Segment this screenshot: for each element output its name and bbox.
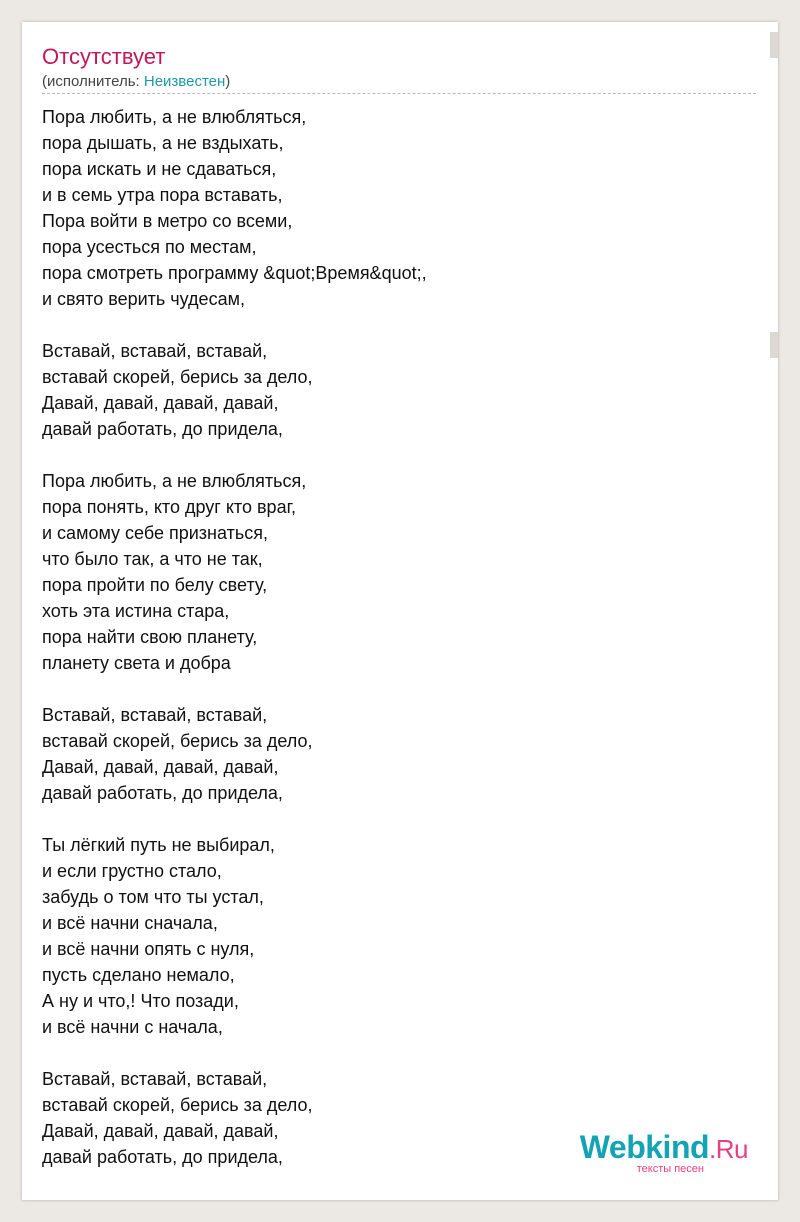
logo-wordmark	[580, 1130, 748, 1166]
lyric-line: давай работать, до придела,	[42, 1147, 283, 1167]
stanza-gap	[42, 312, 742, 338]
lyric-line: забудь о том что ты устал,	[42, 887, 264, 907]
lyric-line: Пора любить, а не влюбляться,	[42, 471, 307, 491]
lyric-line: пора дышать, а не вздыхать,	[42, 133, 284, 153]
lyric-line: пора понять, кто друг кто враг,	[42, 497, 296, 517]
lyric-line: Вставай, вставай, вставай,	[42, 341, 268, 361]
song-title: Отсутствует	[42, 44, 166, 69]
logo-tagline: тексты песен	[636, 1163, 704, 1175]
scroll-thumb[interactable]	[770, 32, 778, 58]
artist-suffix: )	[225, 73, 231, 90]
stanza-gap	[42, 1040, 742, 1066]
lyric-line: и если грустно стало,	[42, 861, 222, 881]
webkind-logo[interactable]	[548, 1130, 748, 1174]
lyric-line: Давай, давай, давай, давай,	[42, 757, 279, 777]
lyric-line: давай работать, до придела,	[42, 419, 283, 439]
lyric-line: вставай скорей, берись за дело,	[42, 367, 313, 387]
scroll-thumb[interactable]	[770, 332, 778, 358]
artist-prefix: (исполнитель:	[42, 73, 144, 90]
lyric-line: и самому себе признаться,	[42, 523, 268, 543]
logo-main-text: Webkind	[579, 1129, 710, 1165]
lyric-line: Давай, давай, давай, давай,	[42, 1121, 279, 1141]
lyrics-card	[22, 22, 778, 1200]
lyric-line: Пора войти в метро со всеми,	[42, 211, 293, 231]
lyrics-text	[42, 104, 742, 1170]
lyric-line: и всё начни сначала,	[42, 913, 218, 933]
stanza-gap	[42, 676, 742, 702]
artist-link[interactable]: Неизвестен	[143, 73, 226, 90]
lyric-line: Давай, давай, давай, давай,	[42, 393, 279, 413]
lyric-line: пора пройти по белу свету,	[42, 575, 268, 595]
lyric-line: и всё начни с начала,	[42, 1017, 223, 1037]
lyric-line: Вставай, вставай, вставай,	[42, 1069, 268, 1089]
lyric-line: и всё начни опять с нуля,	[42, 939, 255, 959]
lyric-line: Пора любить, а не влюбляться,	[42, 107, 307, 127]
stanza-gap	[42, 442, 742, 468]
divider	[42, 93, 756, 94]
artist-line	[42, 73, 230, 91]
lyric-line: Вставай, вставай, вставай,	[42, 705, 268, 725]
lyric-line: хоть эта истина стара,	[42, 601, 230, 621]
stanza-gap	[42, 806, 742, 832]
lyric-line: что было так, а что не так,	[42, 549, 263, 569]
lyric-line: пора найти свою планету,	[42, 627, 258, 647]
lyric-line: пора усесться по местам,	[42, 237, 257, 257]
lyric-line: вставай скорей, берись за дело,	[42, 1095, 313, 1115]
lyric-line: Ты лёгкий путь не выбирал,	[42, 835, 275, 855]
lyric-line: и свято верить чудесам,	[42, 289, 245, 309]
logo-domain-suffix: .Ru	[709, 1134, 748, 1164]
lyric-line: А ну и что,! Что позади,	[42, 991, 239, 1011]
lyric-line: давай работать, до придела,	[42, 783, 283, 803]
lyric-line: пора смотреть программу &quot;Время&quot;,	[42, 263, 427, 283]
lyric-line: планету света и добра	[42, 653, 231, 673]
lyric-line: пора искать и не сдаваться,	[42, 159, 277, 179]
lyric-line: и в семь утра пора вставать,	[42, 185, 283, 205]
lyric-line: вставай скорей, берись за дело,	[42, 731, 313, 751]
lyric-line: пусть сделано немало,	[42, 965, 235, 985]
